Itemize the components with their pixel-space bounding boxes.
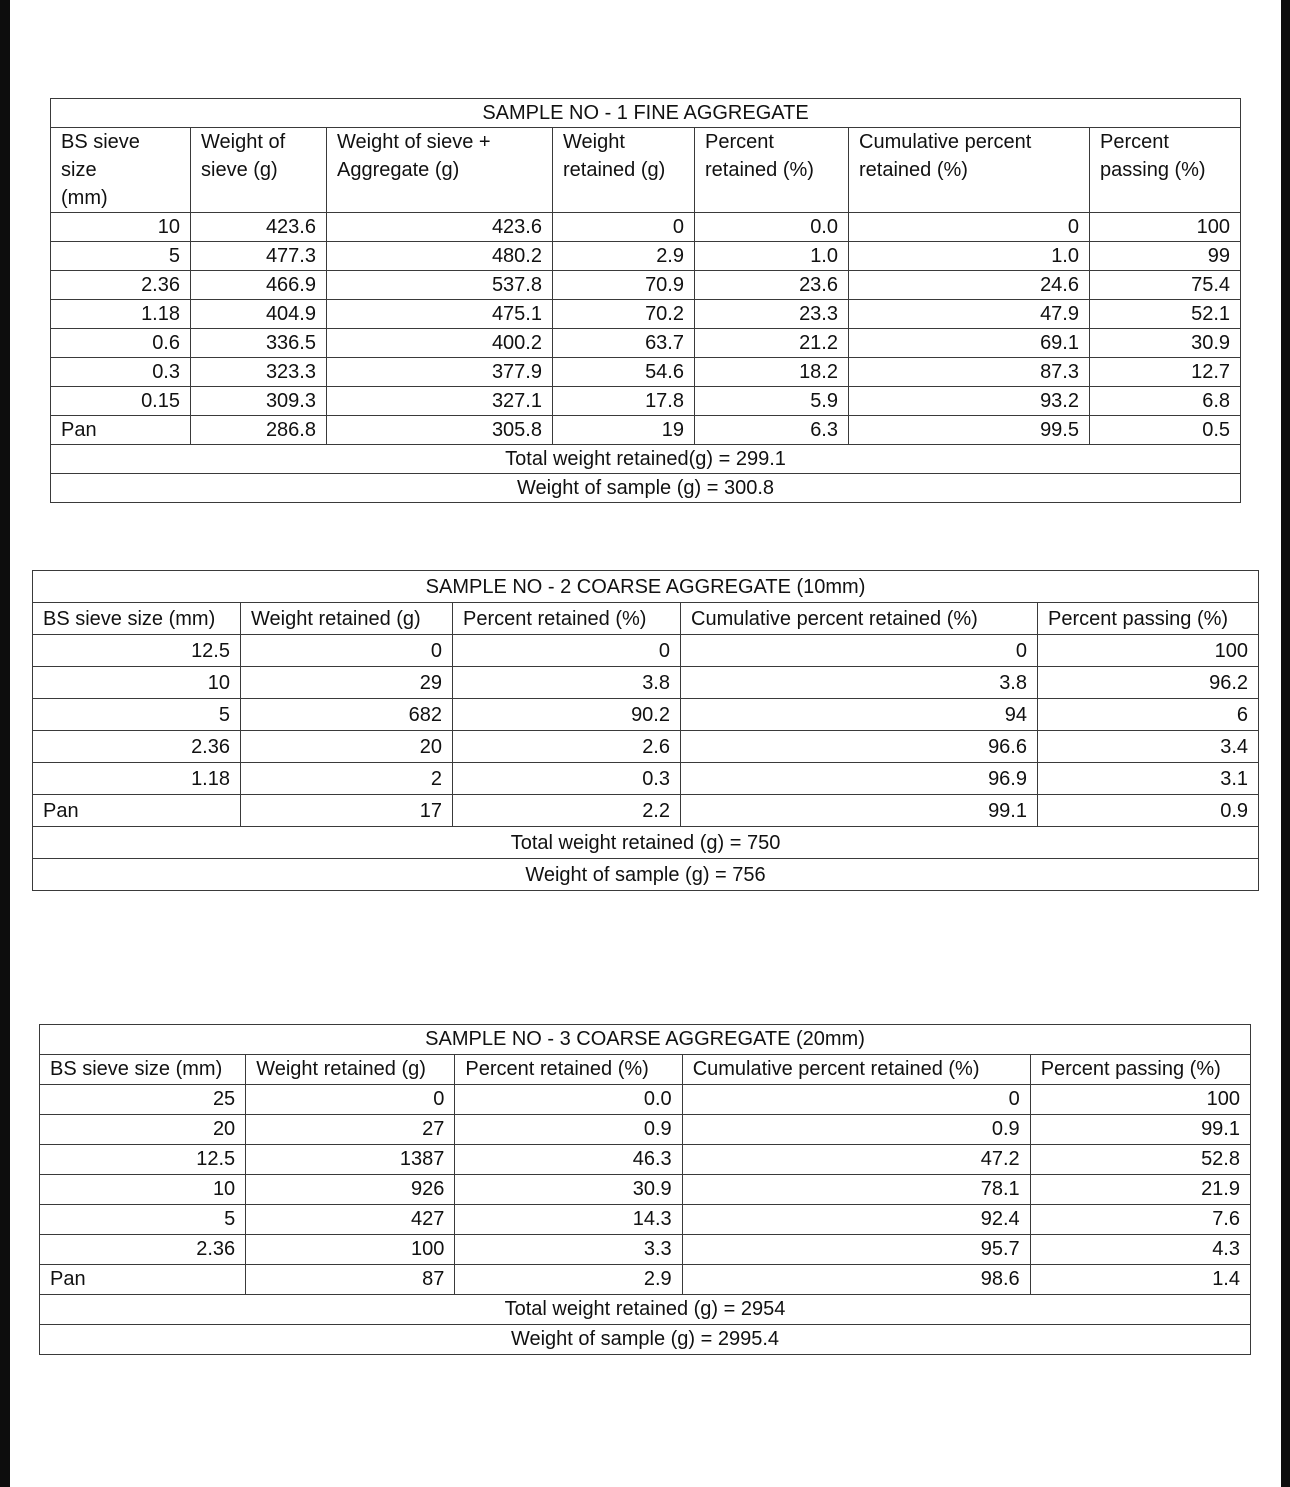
cell: 0.9: [455, 1115, 682, 1145]
cell: 23.3: [695, 300, 849, 329]
header-percent-retained: Percent retained (%): [453, 603, 681, 635]
table-header-row: [33, 603, 1259, 635]
cell: 0: [681, 635, 1038, 667]
cell: 100: [1090, 213, 1241, 242]
cell: 305.8: [327, 416, 553, 445]
cell: 14.3: [455, 1205, 682, 1235]
cell: 99.1: [681, 795, 1038, 827]
cell: 327.1: [327, 387, 553, 416]
cell: 5.9: [695, 387, 849, 416]
left-border-bar: [0, 0, 10, 1487]
total-weight-row: [33, 827, 1259, 859]
total-weight-row: [51, 445, 1241, 474]
cell: 96.2: [1038, 667, 1259, 699]
cell-sieve-size: 0.3: [51, 358, 191, 387]
cell: 54.6: [553, 358, 695, 387]
cell: 480.2: [327, 242, 553, 271]
cell: 323.3: [191, 358, 327, 387]
cell: 0.9: [682, 1115, 1030, 1145]
cell: 0: [849, 213, 1090, 242]
cell: 87: [246, 1265, 455, 1295]
cell: 52.1: [1090, 300, 1241, 329]
cell-sieve-size: Pan: [40, 1265, 246, 1295]
cell: 475.1: [327, 300, 553, 329]
cell: 47.9: [849, 300, 1090, 329]
cell: 21.9: [1030, 1175, 1250, 1205]
cell: 2.2: [453, 795, 681, 827]
cell: 93.2: [849, 387, 1090, 416]
header-percent-retained: Percent retained (%): [695, 128, 849, 213]
table-row: [33, 763, 1259, 795]
header-weight-of-sieve: Weight of sieve (g): [191, 128, 327, 213]
cell: 100: [1038, 635, 1259, 667]
header-percent-passing: Percent passing (%): [1030, 1055, 1250, 1085]
cell: 30.9: [455, 1175, 682, 1205]
table-row: [51, 213, 1241, 242]
cell: 46.3: [455, 1145, 682, 1175]
sample-1-fine-aggregate-table: [50, 98, 1241, 503]
cell-sieve-size: 0.6: [51, 329, 191, 358]
sample-weight-row: [51, 474, 1241, 503]
cell: 427: [246, 1205, 455, 1235]
cell-sieve-size: 10: [33, 667, 241, 699]
table-row: [40, 1205, 1251, 1235]
cell: 2.9: [455, 1265, 682, 1295]
total-weight-retained: Total weight retained (g) = 2954: [40, 1295, 1251, 1325]
cell: 12.7: [1090, 358, 1241, 387]
table-row: [40, 1265, 1251, 1295]
cell-sieve-size: 10: [51, 213, 191, 242]
cell: 78.1: [682, 1175, 1030, 1205]
cell-sieve-size: 5: [51, 242, 191, 271]
cell: 1387: [246, 1145, 455, 1175]
table-title: SAMPLE NO - 3 COARSE AGGREGATE (20mm): [40, 1025, 1251, 1055]
cell-sieve-size: 1.18: [51, 300, 191, 329]
cell: 3.8: [453, 667, 681, 699]
cell: 100: [1030, 1085, 1250, 1115]
cell: 309.3: [191, 387, 327, 416]
cell: 6.3: [695, 416, 849, 445]
header-cumulative-percent-retained: Cumulative percent retained (%): [681, 603, 1038, 635]
cell: 6.8: [1090, 387, 1241, 416]
table-row: [51, 416, 1241, 445]
cell: 2.6: [453, 731, 681, 763]
cell: 100: [246, 1235, 455, 1265]
header-weight-retained: Weight retained (g): [553, 128, 695, 213]
cell: 926: [246, 1175, 455, 1205]
cell-sieve-size: 12.5: [40, 1145, 246, 1175]
cell: 0: [241, 635, 453, 667]
cell: 52.8: [1030, 1145, 1250, 1175]
cell-sieve-size: Pan: [33, 795, 241, 827]
cell: 0.0: [695, 213, 849, 242]
cell: 23.6: [695, 271, 849, 300]
cell: 99: [1090, 242, 1241, 271]
cell: 377.9: [327, 358, 553, 387]
table-title-row: [33, 571, 1259, 603]
weight-of-sample: Weight of sample (g) = 2995.4: [40, 1325, 1251, 1355]
table-row: [40, 1175, 1251, 1205]
cell: 0: [553, 213, 695, 242]
header-percent-retained: Percent retained (%): [455, 1055, 682, 1085]
cell: 0.9: [1038, 795, 1259, 827]
cell-sieve-size: 2.36: [40, 1235, 246, 1265]
cell: 87.3: [849, 358, 1090, 387]
table-row: [51, 271, 1241, 300]
header-weight-sieve-aggregate: Weight of sieve + Aggregate (g): [327, 128, 553, 213]
table-title: SAMPLE NO - 2 COARSE AGGREGATE (10mm): [33, 571, 1259, 603]
cell: 404.9: [191, 300, 327, 329]
cell-sieve-size: 1.18: [33, 763, 241, 795]
cell: 75.4: [1090, 271, 1241, 300]
table-row: [40, 1085, 1251, 1115]
header-weight-retained: Weight retained (g): [246, 1055, 455, 1085]
cell: 96.9: [681, 763, 1038, 795]
cell: 98.6: [682, 1265, 1030, 1295]
cell: 29: [241, 667, 453, 699]
table-row: [33, 699, 1259, 731]
cell: 19: [553, 416, 695, 445]
header-cumulative-percent-retained: Cumulative percent retained (%): [682, 1055, 1030, 1085]
cell: 336.5: [191, 329, 327, 358]
cell: 69.1: [849, 329, 1090, 358]
table-header-row: [51, 128, 1241, 213]
sample-weight-row: [40, 1325, 1251, 1355]
cell: 63.7: [553, 329, 695, 358]
cell: 3.8: [681, 667, 1038, 699]
cell-sieve-size: 5: [33, 699, 241, 731]
cell: 99.5: [849, 416, 1090, 445]
cell: 95.7: [682, 1235, 1030, 1265]
table-row: [51, 387, 1241, 416]
table-row: [40, 1145, 1251, 1175]
cell: 3.3: [455, 1235, 682, 1265]
table-row: [51, 358, 1241, 387]
cell: 96.6: [681, 731, 1038, 763]
table-row: [33, 635, 1259, 667]
table-row: [51, 242, 1241, 271]
cell: 0: [682, 1085, 1030, 1115]
header-weight-retained: Weight retained (g): [241, 603, 453, 635]
table-row: [51, 300, 1241, 329]
total-weight-row: [40, 1295, 1251, 1325]
cell: 17.8: [553, 387, 695, 416]
header-cumulative-percent-retained: Cumulative percent retained (%): [849, 128, 1090, 213]
cell: 1.0: [849, 242, 1090, 271]
cell: 400.2: [327, 329, 553, 358]
cell: 2: [241, 763, 453, 795]
cell-sieve-size: 12.5: [33, 635, 241, 667]
cell-sieve-size: 5: [40, 1205, 246, 1235]
cell: 21.2: [695, 329, 849, 358]
total-weight-retained: Total weight retained (g) = 750: [33, 827, 1259, 859]
cell: 682: [241, 699, 453, 731]
cell: 0.5: [1090, 416, 1241, 445]
cell: 24.6: [849, 271, 1090, 300]
cell: 0: [246, 1085, 455, 1115]
cell: 6: [1038, 699, 1259, 731]
cell: 99.1: [1030, 1115, 1250, 1145]
cell: 423.6: [191, 213, 327, 242]
total-weight-retained: Total weight retained(g) = 299.1: [51, 445, 1241, 474]
cell: 92.4: [682, 1205, 1030, 1235]
cell-sieve-size: 20: [40, 1115, 246, 1145]
sample-3-coarse-aggregate-20mm-table: [39, 1024, 1251, 1355]
cell: 423.6: [327, 213, 553, 242]
cell: 0: [453, 635, 681, 667]
cell-sieve-size: 2.36: [33, 731, 241, 763]
cell: 537.8: [327, 271, 553, 300]
cell: 466.9: [191, 271, 327, 300]
cell: 0.0: [455, 1085, 682, 1115]
cell: 90.2: [453, 699, 681, 731]
table-title: SAMPLE NO - 1 FINE AGGREGATE: [51, 99, 1241, 128]
cell: 2.9: [553, 242, 695, 271]
header-sieve-size: BS sieve size (mm): [51, 128, 191, 213]
cell: 70.2: [553, 300, 695, 329]
cell: 20: [241, 731, 453, 763]
table-row: [51, 329, 1241, 358]
sample-weight-row: [33, 859, 1259, 891]
cell-sieve-size: Pan: [51, 416, 191, 445]
cell: 18.2: [695, 358, 849, 387]
weight-of-sample: Weight of sample (g) = 756: [33, 859, 1259, 891]
cell: 30.9: [1090, 329, 1241, 358]
cell: 477.3: [191, 242, 327, 271]
cell: 3.1: [1038, 763, 1259, 795]
cell: 1.4: [1030, 1265, 1250, 1295]
table-header-row: [40, 1055, 1251, 1085]
table-row: [40, 1235, 1251, 1265]
header-sieve-size: BS sieve size (mm): [33, 603, 241, 635]
table-title-row: [51, 99, 1241, 128]
right-border-bar: [1281, 0, 1290, 1487]
cell: 4.3: [1030, 1235, 1250, 1265]
weight-of-sample: Weight of sample (g) = 300.8: [51, 474, 1241, 503]
sample-2-coarse-aggregate-10mm-table: [32, 570, 1259, 891]
cell: 27: [246, 1115, 455, 1145]
cell-sieve-size: 25: [40, 1085, 246, 1115]
table-title-row: [40, 1025, 1251, 1055]
table-row: [40, 1115, 1251, 1145]
cell-sieve-size: 2.36: [51, 271, 191, 300]
cell: 286.8: [191, 416, 327, 445]
header-sieve-size: BS sieve size (mm): [40, 1055, 246, 1085]
cell: 17: [241, 795, 453, 827]
cell-sieve-size: 10: [40, 1175, 246, 1205]
cell: 0.3: [453, 763, 681, 795]
cell: 94: [681, 699, 1038, 731]
cell: 3.4: [1038, 731, 1259, 763]
cell: 1.0: [695, 242, 849, 271]
table-row: [33, 795, 1259, 827]
cell: 47.2: [682, 1145, 1030, 1175]
cell: 70.9: [553, 271, 695, 300]
table-row: [33, 731, 1259, 763]
header-percent-passing: Percent passing (%): [1038, 603, 1259, 635]
header-percent-passing: Percent passing (%): [1090, 128, 1241, 213]
cell: 7.6: [1030, 1205, 1250, 1235]
cell-sieve-size: 0.15: [51, 387, 191, 416]
table-row: [33, 667, 1259, 699]
